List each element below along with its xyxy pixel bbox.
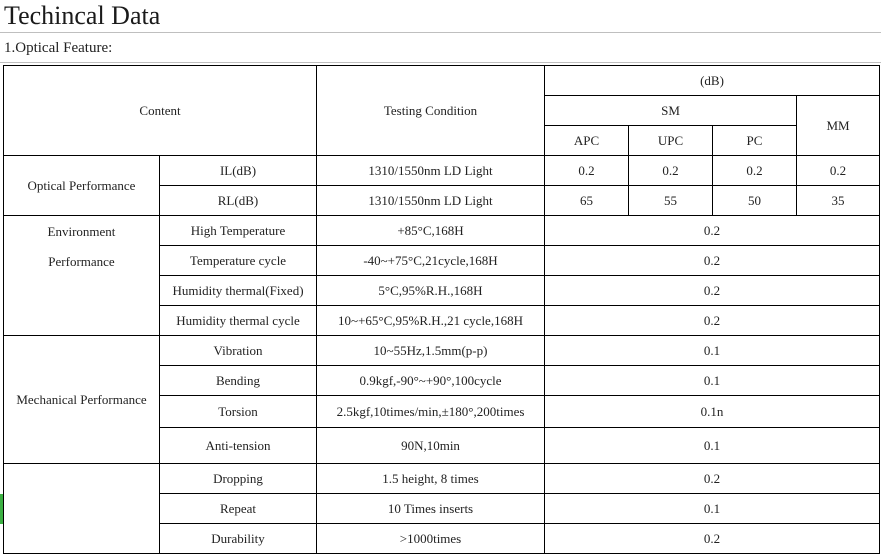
header-sm: SM — [545, 96, 797, 126]
value-cell: 0.1 — [545, 494, 880, 524]
value-cell: 0.1 — [545, 336, 880, 366]
condition-cell: 1.5 height, 8 times — [317, 464, 545, 494]
condition-cell: 0.9kgf,-90°~+90°,100cycle — [317, 366, 545, 396]
section-divider — [0, 62, 881, 63]
condition-cell: 1310/1550nm LD Light — [317, 156, 545, 186]
condition-cell: -40~+75°C,21cycle,168H — [317, 246, 545, 276]
item-cell: Torsion — [160, 396, 317, 428]
header-apc: APC — [545, 126, 629, 156]
category-environment — [4, 216, 160, 336]
value-mm: 0.2 — [797, 156, 880, 186]
header-upc: UPC — [629, 126, 713, 156]
item-cell: Durability — [160, 524, 317, 554]
value-pc: 0.2 — [713, 156, 797, 186]
value-apc: 65 — [545, 186, 629, 216]
item-cell: IL(dB) — [160, 156, 317, 186]
item-cell: Repeat — [160, 494, 317, 524]
value-pc: 50 — [713, 186, 797, 216]
table-row — [4, 216, 880, 246]
value-cell: 0.2 — [545, 276, 880, 306]
item-cell: Humidity thermal(Fixed) — [160, 276, 317, 306]
item-cell: RL(dB) — [160, 186, 317, 216]
value-apc: 0.2 — [545, 156, 629, 186]
category-environment-line1: Environment — [47, 224, 116, 239]
value-cell: 0.2 — [545, 216, 880, 246]
table-row — [4, 156, 880, 186]
item-cell: Anti-tension — [160, 428, 317, 464]
condition-cell: 10~+65°C,95%R.H.,21 cycle,168H — [317, 306, 545, 336]
condition-cell: >1000times — [317, 524, 545, 554]
condition-cell: 90N,10min — [317, 428, 545, 464]
value-cell: 0.2 — [545, 524, 880, 554]
value-upc: 0.2 — [629, 156, 713, 186]
condition-cell: 10~55Hz,1.5mm(p-p) — [317, 336, 545, 366]
value-cell: 0.1n — [545, 396, 880, 428]
page-title: Techincal Data — [4, 1, 161, 30]
value-mm: 35 — [797, 186, 880, 216]
item-cell: Dropping — [160, 464, 317, 494]
category-environment-line2: Performance — [48, 254, 115, 269]
condition-cell: 2.5kgf,10times/min,±180°,200times — [317, 396, 545, 428]
item-cell: Vibration — [160, 336, 317, 366]
section-title: 1.Optical Feature: — [4, 40, 113, 56]
value-cell: 0.1 — [545, 428, 880, 464]
header-content: Content — [4, 66, 317, 156]
header-mm: MM — [797, 96, 880, 156]
value-cell: 0.2 — [545, 464, 880, 494]
condition-cell: 10 Times inserts — [317, 494, 545, 524]
item-cell: Humidity thermal cycle — [160, 306, 317, 336]
category-other — [4, 464, 160, 554]
item-cell: Temperature cycle — [160, 246, 317, 276]
condition-cell: 5°C,95%R.H.,168H — [317, 276, 545, 306]
header-unit: (dB) — [545, 66, 880, 96]
header-pc: PC — [713, 126, 797, 156]
condition-cell: 1310/1550nm LD Light — [317, 186, 545, 216]
item-cell: High Temperature — [160, 216, 317, 246]
category-optical: Optical Performance — [4, 156, 160, 216]
title-divider — [0, 32, 881, 33]
value-upc: 55 — [629, 186, 713, 216]
category-mechanical: Mechanical Performance — [4, 336, 160, 464]
value-cell: 0.2 — [545, 246, 880, 276]
table-row — [4, 464, 880, 494]
value-cell: 0.1 — [545, 366, 880, 396]
condition-cell: +85°C,168H — [317, 216, 545, 246]
table-row — [4, 336, 880, 366]
value-cell: 0.2 — [545, 306, 880, 336]
item-cell: Bending — [160, 366, 317, 396]
header-row — [4, 66, 880, 96]
header-testing-condition: Testing Condition — [317, 66, 545, 156]
technical-data-table — [3, 65, 880, 554]
